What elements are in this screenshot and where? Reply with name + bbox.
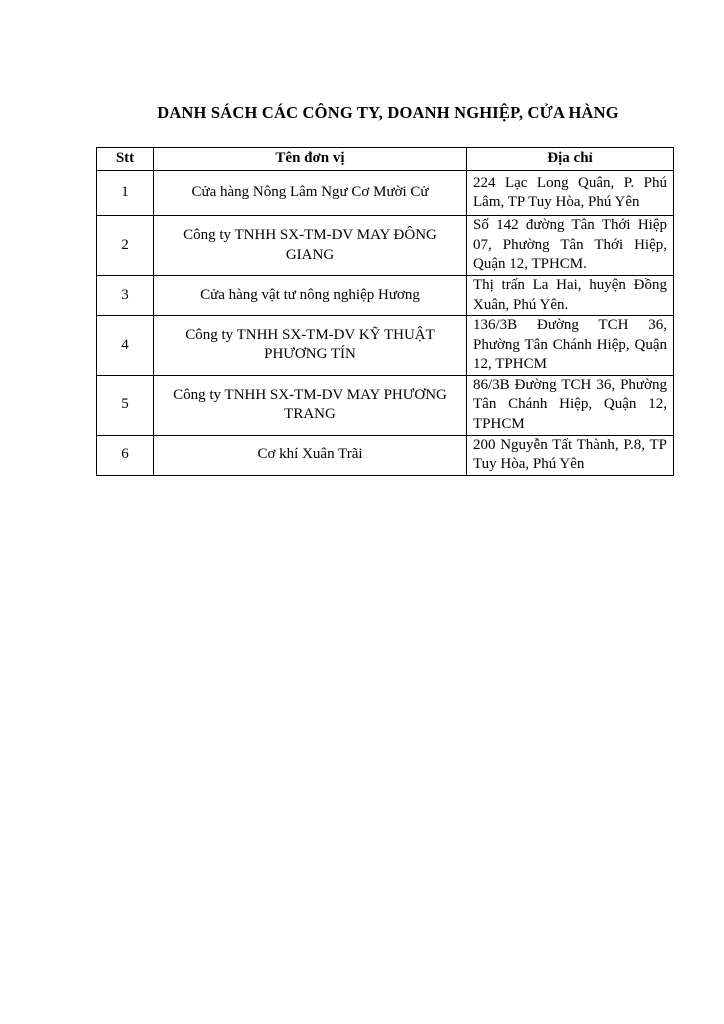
table-row	[97, 375, 674, 435]
table-row	[97, 435, 674, 475]
row-address: 86/3B Đường TCH 36, Phường Tân Chánh Hiệp, Quận 12, TPHCM	[467, 375, 674, 435]
row-name: Cửa hàng Nông Lâm Ngư Cơ Mười Cử	[154, 171, 467, 216]
table-row	[97, 276, 674, 316]
row-name: Cửa hàng vật tư nông nghiệp Hương	[154, 276, 467, 316]
row-name: Công ty TNHH SX-TM-DV MAY ĐÔNG GIANG	[154, 216, 467, 276]
table-row	[97, 216, 674, 276]
table-header-row	[97, 148, 674, 171]
row-name: Công ty TNHH SX-TM-DV KỸ THUẬT PHƯƠNG TÍN	[154, 316, 467, 376]
column-header-name: Tên đơn vị	[154, 148, 467, 171]
row-address: 224 Lạc Long Quân, P. Phú Lâm, TP Tuy Hòa, Phú Yên	[467, 171, 674, 216]
company-table	[96, 147, 674, 476]
row-address: 200 Nguyễn Tất Thành, P.8, TP Tuy Hòa, Phú Yên	[467, 435, 674, 475]
column-header-stt: Stt	[97, 148, 154, 171]
row-stt: 6	[97, 435, 154, 475]
column-header-address: Địa chỉ	[467, 148, 674, 171]
row-stt: 4	[97, 316, 154, 376]
row-stt: 2	[97, 216, 154, 276]
table-row	[97, 171, 674, 216]
document-title: DANH SÁCH CÁC CÔNG TY, DOANH NGHIỆP, CỬA HÀNG	[157, 103, 619, 122]
row-address: Thị trấn La Hai, huyện Đồng Xuân, Phú Yên.	[467, 276, 674, 316]
row-stt: 3	[97, 276, 154, 316]
row-stt: 1	[97, 171, 154, 216]
table-row	[97, 316, 674, 376]
row-stt: 5	[97, 375, 154, 435]
row-address: Số 142 đường Tân Thới Hiệp 07, Phường Tân Thới Hiệp, Quận 12, TPHCM.	[467, 216, 674, 276]
row-address: 136/3B Đường TCH 36, Phường Tân Chánh Hiệp, Quận 12, TPHCM	[467, 316, 674, 376]
row-name: Công ty TNHH SX-TM-DV MAY PHƯƠNG TRANG	[154, 375, 467, 435]
row-name: Cơ khí Xuân Trãi	[154, 435, 467, 475]
